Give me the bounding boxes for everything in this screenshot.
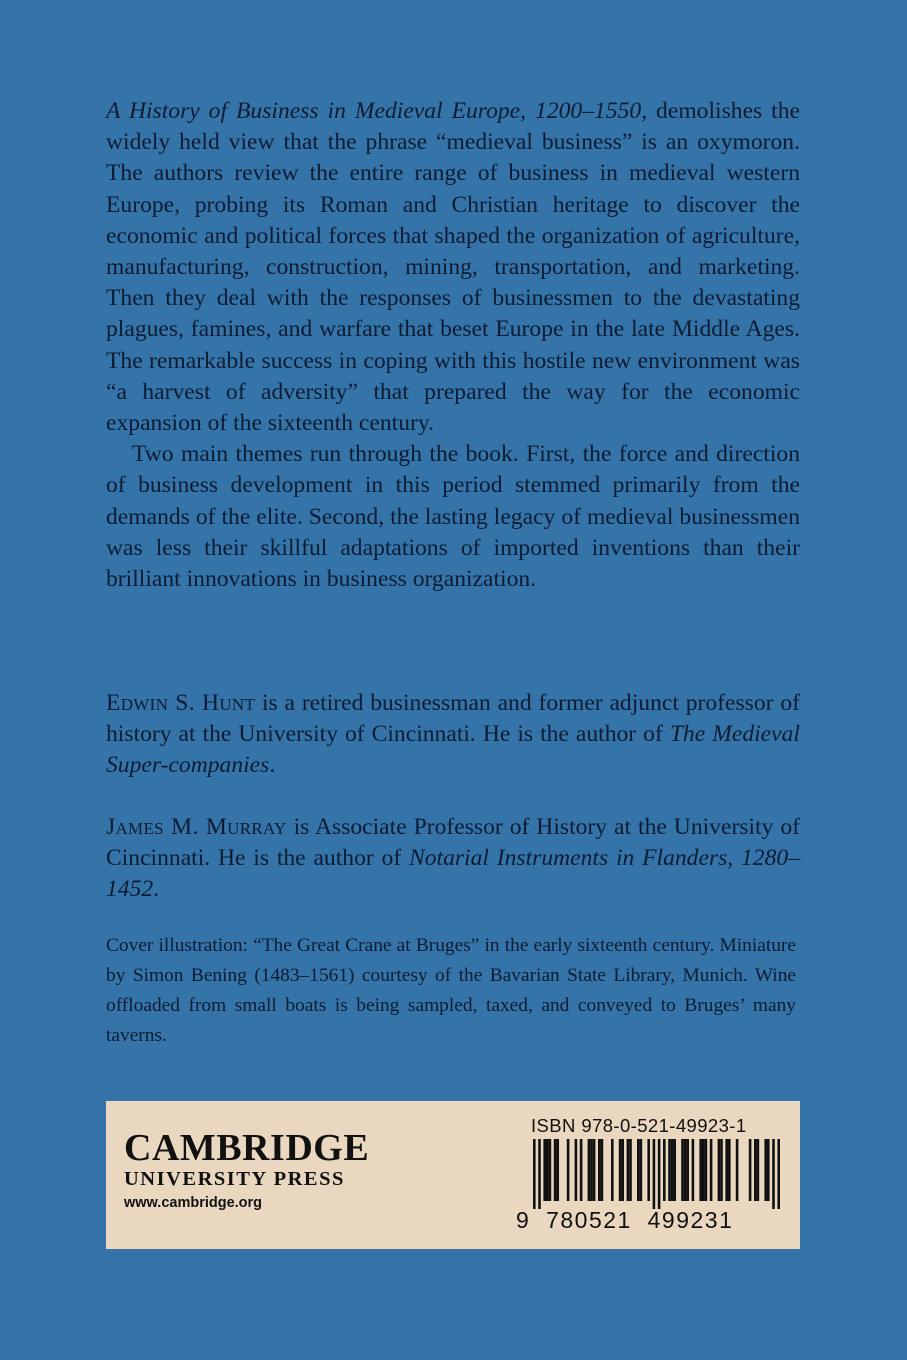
author-bio-hunt <box>106 688 800 782</box>
barcode-bar <box>658 1139 661 1209</box>
blurb <box>106 96 800 595</box>
barcode-bar <box>549 1139 552 1201</box>
barcode-bar <box>686 1139 689 1201</box>
barcode <box>533 1139 785 1209</box>
barcode-bar <box>533 1139 536 1209</box>
book-title: A History of Business in Medieval Europe, 1200–1550 <box>106 98 642 124</box>
barcode-bar <box>627 1139 630 1201</box>
barcode-bar <box>749 1139 752 1201</box>
barcode-bar <box>728 1139 731 1201</box>
barcode-bar <box>629 1139 632 1201</box>
barcode-bar <box>554 1139 557 1201</box>
barcode-bar <box>692 1139 695 1201</box>
barcode-bar <box>647 1139 650 1201</box>
barcode-bar <box>699 1139 702 1201</box>
barcode-bar <box>757 1139 760 1201</box>
cover-credit: Cover illustration: “The Great Crane at Bruges” in the early sixteenth century. Miniature by Simon Bening (1483–1561) courtesy of the Bavarian State Library, Munich. Wine offloaded from small boats is being sampled, taxed, and conveyed to Bruges’ many taverns. <box>106 935 796 1046</box>
barcode-bar <box>621 1139 624 1201</box>
barcode-bar <box>598 1139 601 1201</box>
author-name-1: Edwin S. Hunt <box>106 690 256 716</box>
isbn-label: ISBN 978-0-521-49923-1 <box>531 1115 747 1136</box>
blurb-paragraph-1 <box>106 96 800 439</box>
barcode-bar <box>546 1139 549 1201</box>
publisher-url: www.cambridge.org <box>124 1195 263 1211</box>
author-bio-2: James M. Murray is Associate Professor of History at the University of Cincinnati. He is the author of Notarial Instruments in Flanders, 1280–1452. <box>106 814 800 903</box>
barcode-bar <box>538 1139 541 1209</box>
barcode-bar <box>710 1139 713 1201</box>
publisher-name: CAMBRIDGE <box>124 1127 370 1169</box>
barcode-bar <box>702 1139 705 1201</box>
publisher-subtitle: UNIVERSITY PRESS <box>124 1168 345 1190</box>
barcode-bar <box>653 1139 656 1209</box>
barcode-bar <box>772 1139 775 1209</box>
barcode-bar <box>777 1139 780 1209</box>
barcode-bar <box>767 1139 770 1201</box>
author-bio-murray <box>106 812 800 906</box>
barcode-bar <box>673 1139 676 1201</box>
barcode-bar <box>736 1139 739 1201</box>
barcode-digits: 9 780521 499231 <box>516 1207 734 1233</box>
barcode-bar <box>601 1139 604 1201</box>
barcode-bar <box>575 1139 578 1201</box>
publisher-logo <box>124 1129 369 1213</box>
barcode-bar <box>671 1139 674 1201</box>
barcode-bar <box>681 1139 684 1201</box>
barcode-bar <box>593 1139 596 1201</box>
barcode-bar <box>619 1139 622 1201</box>
barcode-bar <box>663 1139 666 1201</box>
barcode-bar <box>718 1139 721 1201</box>
publisher-box <box>106 1101 800 1249</box>
barcode-bar <box>640 1139 643 1201</box>
barcode-bar <box>637 1139 640 1201</box>
barcode-bar <box>720 1139 723 1201</box>
barcode-bar <box>580 1139 583 1201</box>
barcode-bar <box>588 1139 591 1201</box>
blurb-paragraph-1-text: , demolishes the widely held view that the phrase “medieval business” is an oxymoron. The authors review the entire range of business in medieval western Europe, probing its Roman and Christian heritage to discover the economic and political forces that shaped the organization of agriculture, manufacturing, construction, mining, transportation, and marketing. Then they deal with the responses of businessmen to the devastating plagues, famines, and warfare that beset Europe in the late Middle Ages. The remarkable success in coping with this hostile new environment was “a harvest of adversity” that prepared the way for the economic expansion of the sixteenth century. <box>106 98 801 437</box>
barcode-bar <box>590 1139 593 1201</box>
barcode-bar <box>725 1139 728 1201</box>
barcode-bar <box>611 1139 614 1201</box>
barcode-bar <box>668 1139 671 1201</box>
barcode-bar <box>764 1139 767 1201</box>
author-bio-1: Edwin S. Hunt is a retired businessman and former adjunct professor of history at the University of Cincinnati. He is the author of The Medieval Super-companies. <box>106 690 800 779</box>
blurb-paragraph-2: Two main themes run through the book. First, the force and direction of business development in this period stemmed primarily from the demands of the elite. Second, the lasting legacy of medieval businessmen was less their skillful adaptations of imported inventions than their brilliant innovations in business organization. <box>106 441 800 593</box>
barcode-bar <box>754 1139 757 1201</box>
barcode-bar <box>705 1139 708 1201</box>
author-name-2: James M. Murray <box>106 814 287 840</box>
author-work-2: Notarial Instruments in Flanders, 1280–1452 <box>106 845 800 903</box>
barcode-bar <box>567 1139 570 1201</box>
barcode-bar <box>543 1139 546 1201</box>
author-work-1: The Medieval Super-companies <box>106 721 800 779</box>
barcode-bar <box>684 1139 687 1201</box>
barcode-bar <box>556 1139 559 1201</box>
